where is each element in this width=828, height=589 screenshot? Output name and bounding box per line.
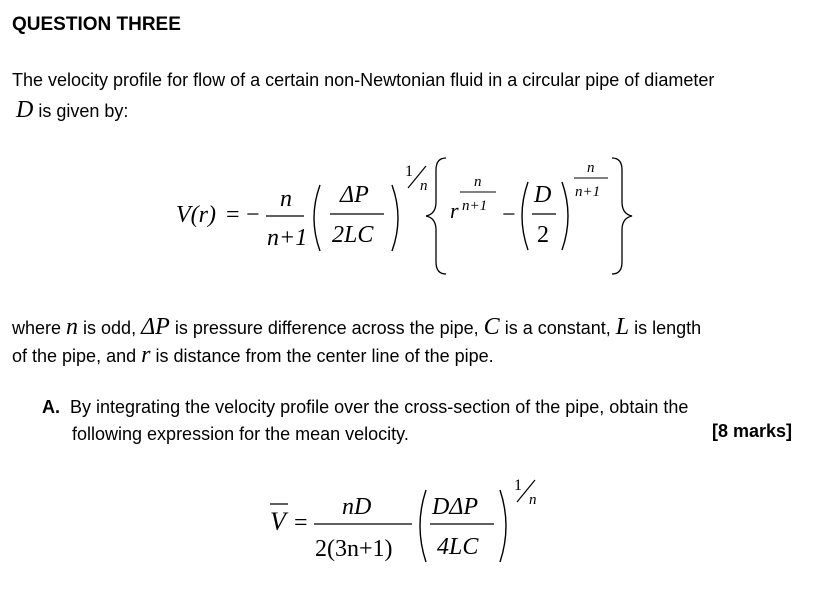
where-text-2: is odd, bbox=[78, 318, 142, 338]
eq1-d-exp-num: n bbox=[587, 160, 595, 176]
var-c: C bbox=[483, 314, 500, 340]
eq1-minus: − bbox=[246, 202, 260, 228]
eq1-r-exp-num: n bbox=[474, 174, 482, 190]
eq1-left-brace bbox=[426, 158, 446, 274]
eq2-paren-den: 4LC bbox=[437, 534, 479, 560]
part-a-text-1: By integrating the velocity profile over the cross-section of the pipe, obtain the bbox=[70, 397, 689, 417]
eq2-lhs: V bbox=[270, 507, 286, 536]
eq2-paren-num: DΔP bbox=[432, 494, 479, 520]
eq1-equals: = bbox=[226, 202, 240, 228]
eq1-minus-2: − bbox=[502, 202, 516, 228]
intro-line-1: The velocity profile for flow of a certain non-Newtonian fluid in a circular pipe of diameter bbox=[12, 70, 715, 90]
eq1-right-brace bbox=[612, 158, 632, 274]
eq1-d-exp-den: n+1 bbox=[575, 184, 601, 200]
eq1-right-paren bbox=[392, 185, 398, 251]
eq1-d-left-paren bbox=[522, 182, 528, 250]
eq1-d-den: 2 bbox=[537, 222, 549, 248]
part-a-line-1 bbox=[42, 394, 794, 421]
eq1-left-paren bbox=[314, 185, 320, 251]
where-line-2 bbox=[12, 341, 494, 370]
eq2-left-paren bbox=[420, 490, 426, 562]
velocity-profile-equation bbox=[170, 150, 650, 285]
eq1-exp-one: 1 bbox=[405, 163, 413, 180]
var-d: D bbox=[16, 97, 34, 123]
var-delta-p: ΔP bbox=[141, 314, 170, 340]
var-n: n bbox=[66, 314, 79, 340]
intro-line-2 bbox=[12, 96, 128, 125]
mean-velocity-equation bbox=[262, 474, 562, 589]
eq1-lhs: V(r) bbox=[176, 202, 216, 228]
where-text-5: is length bbox=[629, 318, 702, 338]
eq2-frac-num: nD bbox=[342, 494, 372, 520]
where-text-6: of the pipe, and bbox=[12, 346, 142, 366]
eq1-exp-n: n bbox=[420, 178, 428, 194]
eq2-exp-one: 1 bbox=[514, 477, 522, 494]
var-l: L bbox=[615, 314, 630, 340]
part-a-line-2: following expression for the mean velocity. bbox=[72, 424, 409, 444]
part-a bbox=[42, 394, 794, 448]
intro-line-2-text: is given by: bbox=[33, 101, 129, 121]
where-text-7: is distance from the center line of the pipe. bbox=[150, 346, 494, 366]
where-line-1 bbox=[12, 313, 701, 342]
eq1-frac-num: n bbox=[280, 186, 292, 212]
eq2-right-paren bbox=[500, 490, 506, 562]
eq1-d-num: D bbox=[534, 182, 552, 208]
eq2-exp-n: n bbox=[529, 492, 537, 508]
eq1-paren-num: ΔP bbox=[340, 182, 369, 208]
eq2-equals: = bbox=[294, 510, 308, 536]
eq1-r-exp-den: n+1 bbox=[462, 198, 488, 214]
eq1-r-base: r bbox=[450, 198, 459, 223]
var-r: r bbox=[141, 342, 151, 368]
where-text-3: is pressure difference across the pipe, bbox=[169, 318, 484, 338]
where-text-1: where bbox=[12, 318, 67, 338]
eq1-d-right-paren bbox=[562, 182, 568, 250]
eq1-paren-den: 2LC bbox=[332, 222, 374, 248]
eq2-frac-den: 2(3n+1) bbox=[315, 536, 393, 562]
part-a-marks: [8 marks] bbox=[711, 421, 792, 441]
part-a-label: A. bbox=[42, 397, 60, 417]
question-heading: QUESTION THREE bbox=[12, 14, 181, 35]
where-text-4: is a constant, bbox=[499, 318, 616, 338]
eq1-frac-den: n+1 bbox=[267, 225, 308, 251]
